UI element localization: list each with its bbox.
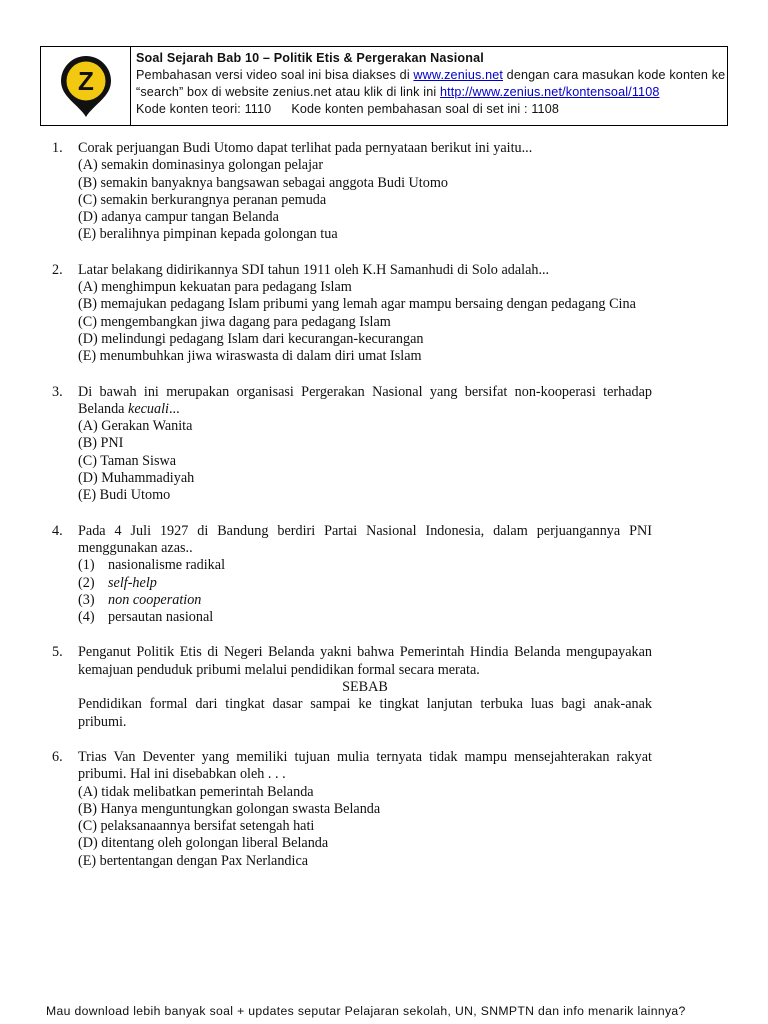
option-a: (A) tidak melibatkan pemerintah Belanda [78, 783, 314, 800]
option-e: (E) beralihnya pimpinan kepada golongan tua [78, 226, 338, 243]
option-a: (A) menghimpun kekuatan para pedagang Islam [78, 279, 352, 296]
option-e: (E) menumbuhkan jiwa wiraswasta di dalam diri umat Islam [78, 348, 422, 365]
option-b: (B) memajukan pedagang Islam pribumi yang lemah agar mampu bersaing dengan pedagang Cina [78, 296, 636, 313]
statement-number: (4) [78, 609, 95, 626]
reason-text: Pendidikan formal dari tingkat dasar sampai ke tingkat lanjutan terbuka luas bagi anak-anak pribumi. [78, 696, 652, 730]
header-title: Soal Sejarah Bab 10 – Politik Etis & Pergerakan Nasional [136, 51, 484, 65]
option-e: (E) Budi Utomo [78, 487, 171, 504]
question-number: 3. [52, 383, 63, 400]
question-stem: Pada 4 Juli 1927 di Bandung berdiri Partai Nasional Indonesia, dalam perjuangannya PNI menggunakan azas.. [78, 522, 652, 556]
statement-number: (1) [78, 557, 95, 574]
statement-3 [78, 592, 652, 609]
question-number: 5. [52, 644, 63, 661]
statement-text: non cooperation [108, 591, 202, 608]
zenius-logo-icon [57, 53, 115, 119]
option-d: (D) melindungi pedagang Islam dari kecurangan-kecurangan [78, 330, 424, 347]
question-6 [52, 749, 652, 870]
option-a: (A) Gerakan Wanita [78, 418, 193, 435]
question-stem: Latar belakang didirikannya SDI tahun 1911 oleh K.H Samanhudi di Solo adalah... [78, 261, 550, 278]
kontensoal-link[interactable]: http://www.zenius.net/kontensoal/1108 [439, 85, 660, 99]
statement-number: (3) [78, 591, 95, 608]
option-d: (D) Muhammadiyah [78, 470, 195, 487]
header-line-2a: Pembahasan versi video soal ini bisa diakses di [136, 68, 414, 82]
question-stem [78, 384, 652, 419]
footer-text: Mau download lebih banyak soal + updates seputar Pelajaran sekolah, UN, SNMPTN dan info menarik lainnya? [46, 1004, 686, 1018]
question-stem: Corak perjuangan Budi Utomo dapat terlihat pada pernyataan berikut ini yaitu... [78, 140, 533, 156]
question-number: 4. [52, 522, 63, 539]
header-box [40, 46, 728, 126]
question-number: 1. [52, 140, 63, 156]
header-text [136, 50, 726, 118]
question-4 [52, 523, 652, 627]
statement-2 [78, 575, 652, 592]
question-2 [52, 262, 652, 366]
header-line-4 [136, 101, 721, 118]
logo-cell [41, 47, 131, 125]
header-line-2 [136, 67, 726, 84]
logo-letter: Z [78, 66, 94, 96]
option-c: (C) semakin berkurangnya peranan pemuda [78, 191, 327, 208]
statement-text: self-help [108, 574, 157, 591]
option-e: (E) bertentangan dengan Pax Nerlandica [78, 852, 309, 869]
header-line-2b: dengan cara masukan kode konten ke [503, 68, 726, 82]
question-number: 2. [52, 261, 63, 278]
option-b: (B) semakin banyaknya bangsawan sebagai anggota Budi Utomo [78, 174, 448, 191]
question-3 [52, 384, 652, 505]
question-number: 6. [52, 748, 63, 765]
question-list [52, 140, 652, 888]
question-stem: Penganut Politik Etis di Negeri Belanda yakni bahwa Pemerintah Hindia Belanda mengupayakan kemajuan penduduk pribumi melalui pendidikan formal secara merata. [78, 644, 652, 678]
option-a: (A) semakin dominasinya golongan pelajar [78, 157, 324, 174]
option-c: (C) mengembangkan jiwa dagang para pedagang Islam [78, 313, 391, 330]
question-5 [52, 644, 652, 730]
kode-teori: Kode konten teori: 1110 [136, 102, 272, 116]
option-c: (C) pelaksanaannya bersifat setengah hati [78, 818, 315, 835]
statement-number: (2) [78, 574, 95, 591]
header-line-3 [136, 84, 721, 101]
question-stem: Trias Van Deventer yang memiliki tujuan mulia ternyata tidak mampu mensejahterakan rakyat pribumi. Hal ini disebabkan oleh . . . [78, 748, 652, 783]
option-b: (B) Hanya menguntungkan golongan swasta Belanda [78, 800, 381, 817]
option-b: (B) PNI [78, 435, 124, 452]
option-d: (D) ditentang oleh golongan liberal Belanda [78, 835, 329, 852]
option-c: (C) Taman Siswa [78, 452, 177, 469]
option-d: (D) adanya campur tangan Belanda [78, 209, 279, 226]
statement-4 [78, 609, 652, 626]
statement-text: persautan nasional [108, 609, 214, 626]
stem-emphasis: kecuali [128, 400, 169, 417]
stem-end: ... [169, 400, 180, 417]
question-1 [52, 140, 652, 244]
sebab-connector: SEBAB [342, 679, 388, 696]
kode-pembahasan: Kode konten pembahasan soal di set ini : 1108 [291, 102, 559, 116]
statement-text: nasionalisme radikal [108, 557, 226, 574]
zenius-link[interactable]: www.zenius.net [413, 68, 504, 82]
header-line-3a: “search” box di website zenius.net atau klik di link ini [136, 85, 440, 99]
stem-text: Di bawah ini merupakan organisasi Pergerakan Nasional yang bersifat non-kooperasi terhadap Belanda [78, 383, 652, 417]
statement-1 [78, 557, 652, 574]
